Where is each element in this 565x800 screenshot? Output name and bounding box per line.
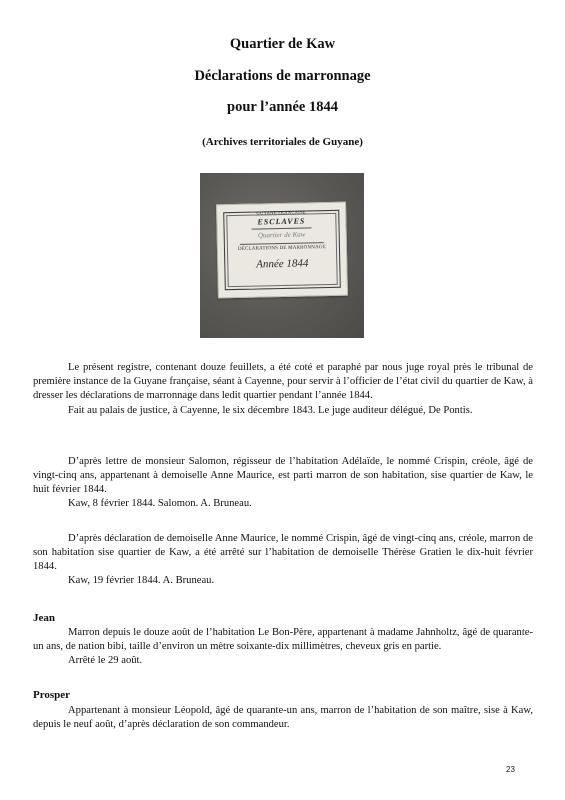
declaration-signature: Kaw, 19 février 1844. A. Bruneau.	[68, 575, 215, 586]
page-title: Quartier de Kaw	[229, 36, 336, 52]
entry-text: Marron depuis le douze août de l’habitation Le Bon-Père, appartenant à madame Jahnholtz, âgé de quarante-un ans, de nation bibi, taille d’environ un mètre soixante-dix millimètres, cheveux gris en partie.	[33, 627, 533, 653]
label-colony: GUYANE FRANÇAISE	[256, 209, 306, 216]
page-title-line3: pour l’année 1844	[227, 99, 338, 115]
entry-name: Jean	[33, 612, 55, 624]
label-year: Année 1844	[256, 257, 309, 271]
declaration-paragraph: D’après déclaration de demoiselle Anne Maurice, le nommé Crispin, âgé de vingt-cinq ans, créole, marron de son habitation sise quartier de Kaw, a été arrêté sur l’habitation de demoiselle Thérèse Gratien le dix-huit février 1844.	[33, 533, 533, 573]
page-number: 23	[506, 765, 515, 774]
register-cover-photo	[200, 173, 364, 338]
preamble-paragraph: Le présent registre, contenant douze feuillets, a été coté et paraphé par nous juge royal près le tribunal de première instance de la Guyane française, séant à Cayenne, pour servir à l’officier de l’état civil du quartier de Kaw, à dresser les déclarations de marronnage dans ledit quartier pendant l’année 1844.	[33, 362, 533, 402]
preamble-signature: Fait au palais de justice, à Cayenne, le six décembre 1843. Le juge auditeur délégué, De Pontis.	[68, 405, 473, 416]
label-quartier: Quartier de Kaw	[257, 230, 306, 240]
entry-note: Arrêté le 29 août.	[68, 655, 143, 666]
entry-text: Appartenant à monsieur Léopold, âgé de quarante-un ans, marron de l’habitation de son maître, sise à Kaw, depuis le neuf août, d’après déclaration de son commandeur.	[33, 705, 533, 731]
page-title-line2: Déclarations de marronnage	[194, 68, 371, 84]
entry-name: Prosper	[33, 689, 71, 701]
archive-source: (Archives territoriales de Guyane)	[202, 136, 363, 148]
label-declarations: DÉCLARATIONS DE MARRONNAGE	[237, 245, 326, 252]
label-heading: ESCLAVES	[257, 216, 306, 227]
declaration-paragraph: D’après lettre de monsieur Salomon, régisseur de l’habitation Adélaïde, le nommé Crispin, créole, âgé de vingt-cinq ans, appartenant à demoiselle Anne Maurice, est parti marron de son habitation, sise quartier de Kaw, le huit février 1844.	[33, 456, 533, 496]
register-label	[216, 202, 348, 299]
declaration-signature: Kaw, 8 février 1844. Salomon. A. Bruneau.	[68, 498, 252, 509]
